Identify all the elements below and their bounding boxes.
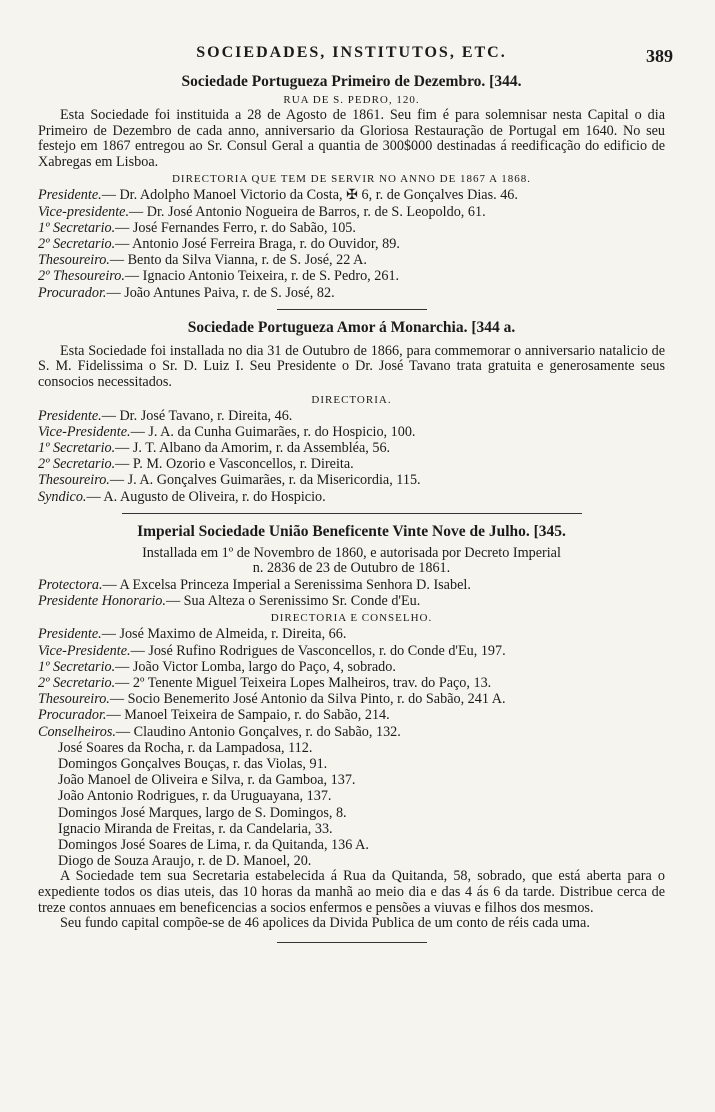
council-member: Domingos Gonçalves Bouças, r. das Violas, 91. — [58, 756, 328, 773]
directory-list — [38, 187, 665, 300]
section-paragraph: Esta Sociedade foi instituida a 28 de Agosto de 1861. Seu fim é para solemnisar nesta Capital o dia Primeiro de Dezembro de cada anno, anniversario da Gloriosa Restauração de Portugal em 1640. No seu festejo em 1867 entregou ao Sr. Consul Geral a quantia de 300$000 destinadas á reedificação do edificio de Xabregas em Lisboa. — [38, 107, 665, 170]
directory-entry — [38, 268, 665, 284]
section-vinte-nove-julho — [38, 522, 665, 932]
page-number: 389 — [646, 46, 673, 66]
entry-details: — Ignacio Antonio Teixeira, r. de S. Pedro, 261. — [124, 268, 400, 285]
entry-role: 2º Secretario. — [38, 235, 116, 252]
entry-details: — A. Augusto de Oliveira, r. do Hospicio. — [86, 488, 326, 505]
directory-entry — [38, 424, 665, 440]
directory-entry — [38, 440, 665, 456]
section-title: Imperial Sociedade União Beneficente Vinte Nove de Julho. [345. — [137, 522, 566, 540]
entry-role: Presidente. — [38, 187, 102, 204]
entry-role: Syndico. — [38, 488, 87, 505]
entry-details: — A Excelsa Princeza Imperial a Serenissima Senhora D. Isabel. — [102, 576, 471, 593]
entry-details: — 2º Tenente Miguel Teixeira Lopes Malheiros, trav. do Paço, 13. — [115, 675, 492, 691]
section-paragraph: A Sociedade tem sua Secretaria estabelecida á Rua da Quitanda, 58, sobrado, que está aberta para o expediente todos os dias uteis, das 10 horas da manhã ao meio dia e das 4 ás 6 da tarde. Distribue cerca de treze contos annuaes em beneficencias a socios enfermos e pensões a viuvas e filhos dos mesmos. — [38, 868, 665, 916]
entry-role: Vice-presidente. — [38, 203, 129, 220]
directory-entry — [38, 187, 665, 203]
directory-entry — [38, 408, 665, 424]
directory-entry — [38, 593, 665, 609]
intro-line: Installada em 1º de Novembro de 1860, e autorisada por Decreto Imperial — [142, 544, 561, 561]
entry-role: Conselheiros. — [38, 723, 116, 740]
directory-entry — [38, 220, 665, 236]
entry-role: Thesoureiro. — [38, 691, 110, 708]
directory-entry — [38, 724, 665, 740]
entry-role: Vice-Presidente. — [38, 642, 131, 659]
entry-details: — J. A. da Cunha Guimarães, r. do Hospicio, 100. — [130, 423, 416, 440]
directory-entry — [38, 456, 665, 472]
entry-details: — João Antunes Paiva, r. de S. José, 82. — [106, 284, 335, 301]
intro-line: n. 2836 de 23 de Outubro de 1861. — [252, 560, 451, 577]
council-member: Domingos José Marques, largo de S. Domingos, 8. — [58, 804, 347, 821]
directory-entry — [38, 675, 665, 691]
directory-entry — [38, 204, 665, 220]
entry-role: Presidente. — [38, 407, 102, 424]
entry-role: Thesoureiro. — [38, 472, 110, 489]
directory-entry — [38, 285, 665, 301]
entry-role: 2º Thesoureiro. — [38, 268, 125, 285]
directory-entry — [38, 643, 665, 659]
patron-list — [38, 577, 665, 609]
directory-entry — [38, 626, 665, 642]
council-member: Ignacio Miranda de Freitas, r. da Candelaria, 33. — [58, 820, 333, 837]
running-title: SOCIEDADES, INSTITUTOS, ETC. — [196, 44, 507, 61]
entry-role: Thesoureiro. — [38, 252, 110, 269]
directory-entry — [38, 236, 665, 252]
section-paragraph: Seu fundo capital compõe-se de 46 apolices da Divida Publica de um conto de réis cada uma. — [60, 915, 590, 932]
entry-details: — P. M. Ozorio e Vasconcellos, r. Direita. — [115, 456, 354, 473]
entry-role: 1º Secretario. — [38, 219, 116, 236]
entry-details: — Antonio José Ferreira Braga, r. do Ouvidor, 89. — [115, 235, 400, 252]
entry-details: — Sua Alteza o Serenissimo Sr. Conde d'Eu. — [165, 593, 421, 610]
directory-heading: DIRECTORIA QUE TEM DE SERVIR NO ANNO DE 1867 A 1868. — [171, 173, 532, 186]
council-member: Diogo de Souza Araujo, r. de D. Manoel, 20. — [58, 853, 312, 870]
entry-role: Protectora. — [38, 576, 103, 593]
council-member: João Manoel de Oliveira e Silva, r. da Gamboa, 137. — [58, 772, 356, 789]
directory-entry — [38, 707, 665, 723]
section-divider — [122, 513, 582, 514]
running-head — [38, 40, 673, 72]
section-primeiro-dezembro — [38, 72, 665, 301]
entry-role: Presidente. — [38, 626, 102, 643]
directory-entry — [38, 252, 665, 268]
entry-details: — Dr. José Tavano, r. Direita, 46. — [101, 407, 293, 424]
entry-role: Procurador. — [38, 284, 107, 301]
entry-details: — J. T. Albano da Amorim, r. da Assembléa, 56. — [115, 439, 391, 456]
entry-role: 1º Secretario. — [38, 439, 116, 456]
entry-details: — Socio Benemerito José Antonio da Silva Pinto, r. do Sabão, 241 A. — [109, 691, 506, 708]
section-title: Sociedade Portugueza Amor á Monarchia. [344 a. — [187, 318, 516, 336]
entry-role: 1º Secretario. — [38, 658, 116, 675]
entry-details: — João Victor Lomba, largo do Paço, 4, sobrado. — [115, 658, 396, 675]
directory-entry — [38, 659, 665, 675]
directory-entry — [38, 691, 665, 707]
directory-entry — [38, 489, 665, 505]
entry-details: — Dr. José Antonio Nogueira de Barros, r. de S. Leopoldo, 61. — [129, 203, 486, 220]
page-end-divider — [277, 942, 427, 943]
section-address: RUA DE S. PEDRO, 120. — [283, 94, 420, 106]
entry-details: — J. A. Gonçalves Guimarães, r. da Misericordia, 115. — [109, 472, 421, 489]
directory-list — [38, 408, 665, 505]
entry-role: Presidente Honorario. — [38, 593, 166, 610]
entry-details: — Bento da Silva Vianna, r. de S. José, 22 A. — [109, 252, 367, 269]
section-title: Sociedade Portugueza Primeiro de Dezembro. [344. — [181, 73, 522, 90]
section-divider — [277, 309, 427, 310]
entry-role: 2º Secretario. — [38, 456, 116, 473]
entry-details: — Claudino Antonio Gonçalves, r. do Sabão, 132. — [115, 723, 401, 740]
entry-details: — José Rufino Rodrigues de Vasconcellos, r. do Conde d'Eu, 197. — [130, 642, 506, 659]
entry-role: 2º Secretario. — [38, 675, 116, 691]
entry-role: Procurador. — [38, 707, 107, 724]
directory-heading: DIRECTORIA. — [311, 393, 392, 406]
entry-details: — Manoel Teixeira de Sampaio, r. do Sabão, 214. — [106, 707, 390, 724]
section-paragraph: Esta Sociedade foi installada no dia 31 de Outubro de 1866, para commemorar o anniversario natalicio de S. M. Fidelissima o Sr. D. Luiz I. Seu Presidente o Dr. José Tavano trata gratuita e generosamente seus consocios necessitados. — [38, 342, 665, 390]
entry-details: — José Fernandes Ferro, r. do Sabão, 105. — [115, 219, 356, 236]
council-member: João Antonio Rodrigues, r. da Uruguayana, 137. — [58, 788, 332, 805]
entry-role: Vice-Presidente. — [38, 423, 131, 440]
directory-entry — [38, 577, 665, 593]
council-member: José Soares da Rocha, r. da Lampadosa, 112. — [58, 739, 313, 756]
directory-heading: DIRECTORIA E CONSELHO. — [270, 612, 433, 625]
council-member: Domingos José Soares de Lima, r. da Quitanda, 136 A. — [58, 837, 369, 854]
directory-list — [38, 626, 665, 739]
entry-details: — José Maximo de Almeida, r. Direita, 66. — [101, 626, 347, 643]
directory-entry — [38, 472, 665, 488]
council-list — [38, 740, 665, 870]
entry-details: — Dr. Adolpho Manoel Victorio da Costa, ✠ 6, r. de Gonçalves Dias. 46. — [101, 187, 518, 204]
section-amor-monarchia — [38, 318, 665, 505]
